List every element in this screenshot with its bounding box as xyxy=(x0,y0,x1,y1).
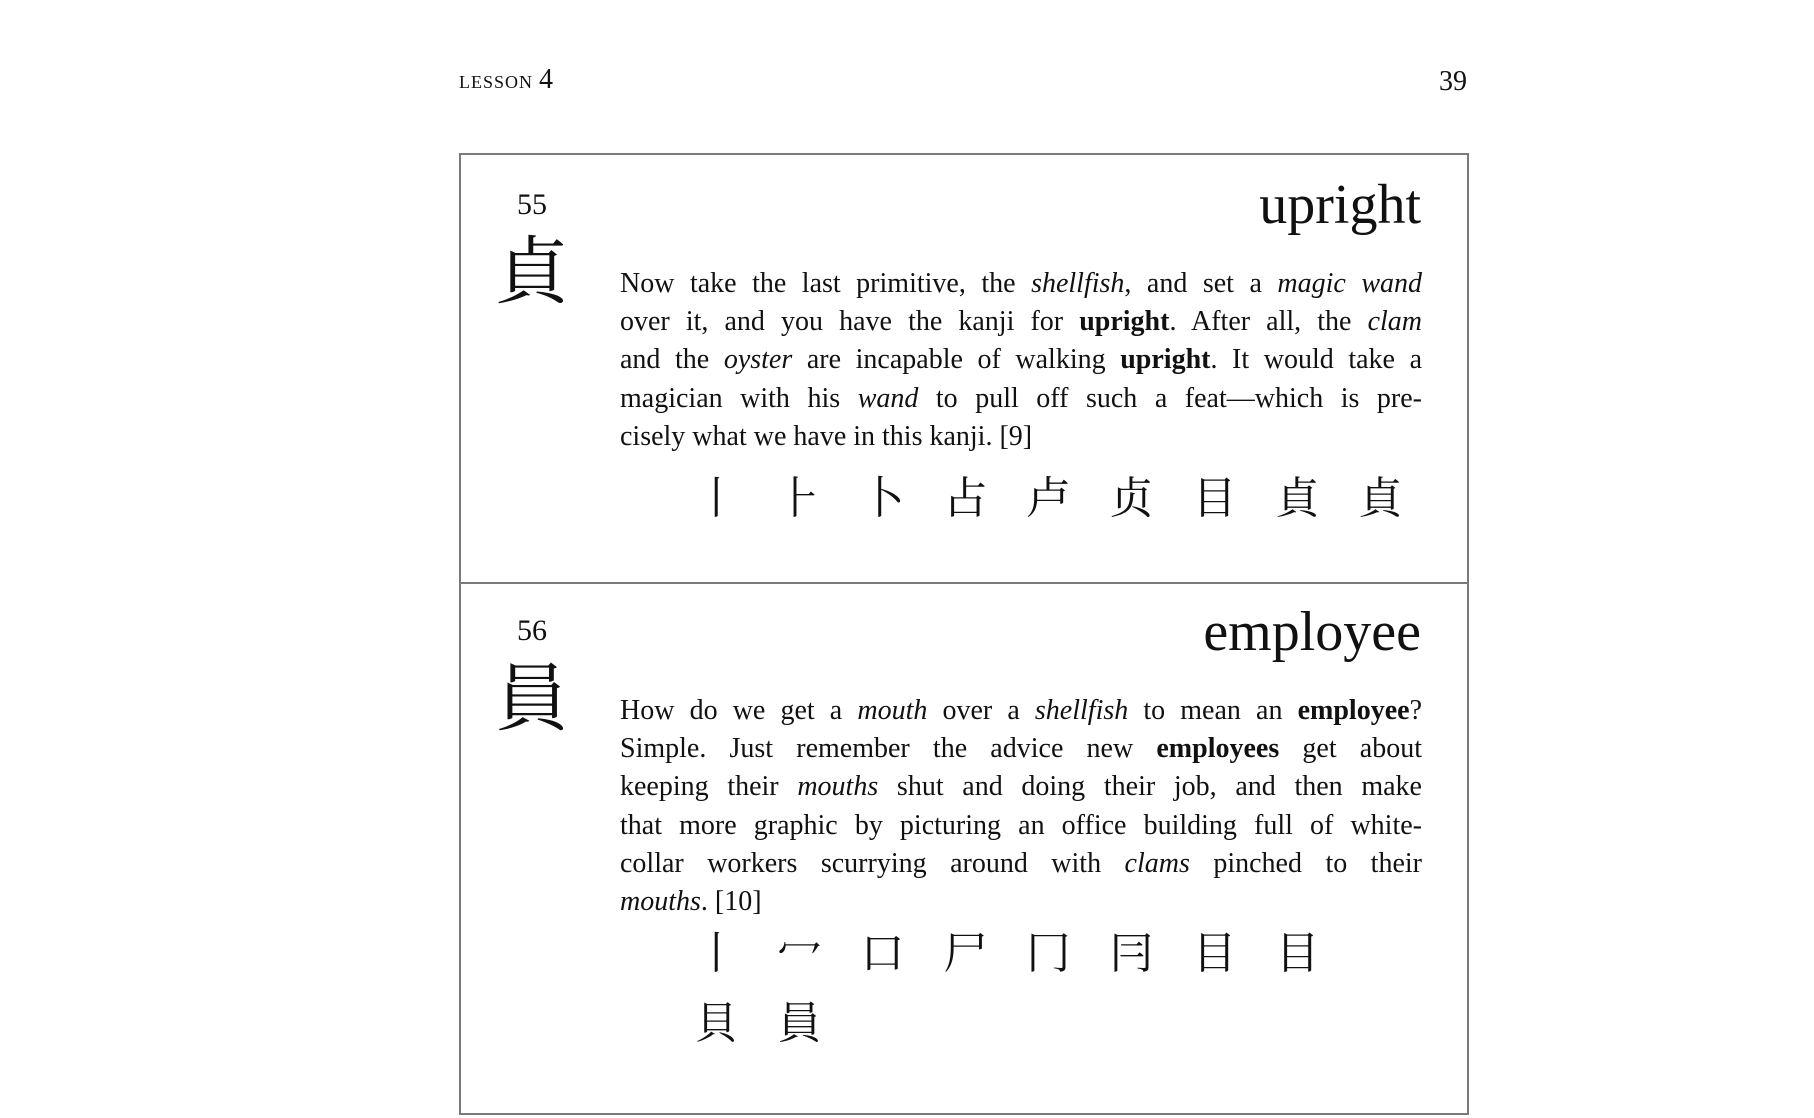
stroke-step-glyph: 貝 xyxy=(694,998,739,1049)
stroke-step-glyph: 丨 xyxy=(694,473,739,524)
keyword-title: upright xyxy=(1259,174,1421,236)
kanji-character: 貞 xyxy=(495,229,569,315)
story-fragment: to pull off such a feat—which is pre- xyxy=(918,382,1423,414)
stroke-step-glyph: 貞 xyxy=(1275,473,1320,524)
stroke-step-glyph: 卢 xyxy=(1026,473,1071,524)
story-line xyxy=(620,883,1422,921)
frame-number: 56 xyxy=(517,614,547,647)
story-text xyxy=(620,692,1422,921)
primitive-emphasis: clam xyxy=(1367,306,1422,338)
stroke-order xyxy=(675,467,1435,531)
story-fragment: ? xyxy=(1409,695,1422,726)
story-line xyxy=(620,418,1422,456)
primitive-emphasis: shellfish xyxy=(1034,695,1129,726)
story-fragment: keeping their xyxy=(620,771,798,803)
lesson-label xyxy=(459,64,554,96)
story-fragment: to mean an xyxy=(1128,695,1298,726)
keyword-emphasis: upright xyxy=(1079,306,1170,338)
story-fragment: over a xyxy=(927,695,1035,726)
stroke-step-glyph: 丨 xyxy=(694,928,739,979)
story-fragment: are incapable of walking xyxy=(792,344,1121,376)
primitive-emphasis: shellfish xyxy=(1031,268,1125,299)
story-line xyxy=(620,730,1422,768)
stroke-step-glyph: 贞 xyxy=(1109,473,1154,524)
stroke-step-glyph: 尸 xyxy=(943,928,988,979)
stroke-step-glyph: ⺊ xyxy=(777,473,822,524)
primitive-emphasis: mouths xyxy=(620,886,701,918)
story-fragment: . [10] xyxy=(700,886,762,918)
primitive-emphasis: mouth xyxy=(857,695,928,726)
keyword-title: employee xyxy=(1203,601,1421,663)
story-fragment: over it, and you have the kanji for xyxy=(620,306,1080,338)
story-fragment: that more graphic by picturing an office building full of white- xyxy=(620,809,1422,841)
keyword-emphasis: employee xyxy=(1297,695,1410,726)
story-fragment: . It would take a xyxy=(1210,344,1423,376)
story-fragment: , and set a xyxy=(1124,268,1278,299)
story-fragment: Simple. Just remember the advice new xyxy=(620,733,1157,765)
kanji-character: 員 xyxy=(495,656,569,742)
story-fragment: Now take the last primitive, the xyxy=(620,268,1032,299)
story-fragment: How do we get a xyxy=(620,695,858,726)
keyword-emphasis: upright xyxy=(1120,344,1211,376)
kanji-frames-box xyxy=(459,153,1469,1115)
page-number: 39 xyxy=(1439,66,1467,97)
keyword-emphasis: employees xyxy=(1156,733,1280,765)
story-fragment: get about xyxy=(1279,733,1422,765)
story-fragment: shut and doing their job, and then make xyxy=(878,771,1422,803)
story-text xyxy=(620,265,1422,456)
story-fragment: pinched to their xyxy=(1189,847,1422,879)
story-fragment: and the xyxy=(620,344,724,376)
stroke-step-glyph: 冃 xyxy=(1109,928,1154,979)
stroke-step-glyph: 口 xyxy=(860,928,905,979)
kanji-entry-55 xyxy=(461,155,1467,583)
story-fragment: magician with his xyxy=(620,382,858,414)
story-line xyxy=(620,265,1422,303)
primitive-emphasis: mouths xyxy=(797,771,879,803)
stroke-order-row xyxy=(675,922,1435,986)
story-fragment: collar workers scurrying around with xyxy=(620,847,1125,879)
kanji-entry-56 xyxy=(461,582,1467,1112)
story-line xyxy=(620,380,1422,418)
story-line xyxy=(620,807,1422,845)
stroke-step-glyph: 占 xyxy=(943,473,988,524)
story-line xyxy=(620,768,1422,806)
stroke-step-glyph: 卜 xyxy=(860,473,905,524)
primitive-emphasis: magic wand xyxy=(1277,268,1422,299)
story-line xyxy=(620,692,1422,730)
stroke-step-glyph: 目 xyxy=(1192,473,1237,524)
frame-number: 55 xyxy=(517,188,547,221)
stroke-step-glyph: 冖 xyxy=(777,928,822,979)
stroke-order-row xyxy=(675,467,1435,531)
stroke-order-row xyxy=(675,992,1435,1056)
lesson-label-text: lesson xyxy=(459,67,534,94)
running-head xyxy=(459,64,1467,104)
stroke-step-glyph: 冂 xyxy=(1026,928,1071,979)
stroke-step-glyph: 目 xyxy=(1192,928,1237,979)
story-fragment: cisely what we have in this kanji. [9] xyxy=(620,420,1033,452)
lesson-number: 4 xyxy=(539,64,555,95)
stroke-step-glyph: 貞 xyxy=(1358,473,1403,524)
stroke-step-glyph: 目 xyxy=(1275,928,1320,979)
primitive-emphasis: wand xyxy=(857,382,919,414)
story-line xyxy=(620,845,1422,883)
stroke-order xyxy=(675,922,1435,1056)
stroke-step-glyph: 員 xyxy=(777,998,822,1049)
story-line xyxy=(620,341,1422,379)
story-line xyxy=(620,303,1422,341)
primitive-emphasis: oyster xyxy=(723,344,793,376)
primitive-emphasis: clams xyxy=(1124,847,1190,879)
story-fragment: . After all, the xyxy=(1169,306,1368,338)
